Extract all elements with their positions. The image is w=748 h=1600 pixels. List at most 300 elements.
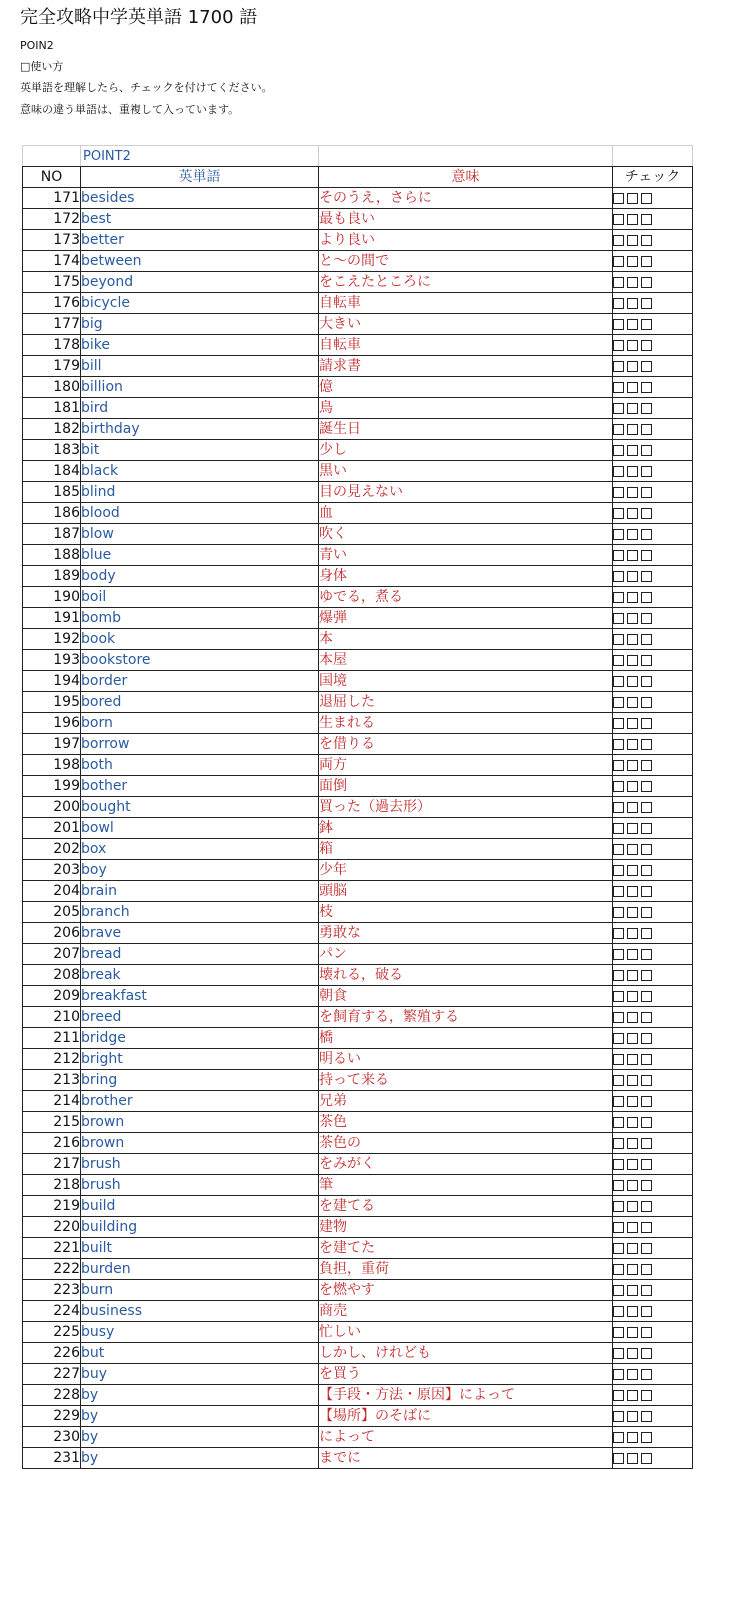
check-box[interactable]: [627, 1243, 638, 1254]
check-box[interactable]: [627, 592, 638, 603]
check-box[interactable]: [641, 508, 652, 519]
table-row: [23, 461, 693, 482]
japanese-meaning: 鉢: [319, 818, 613, 839]
word-number: 211: [23, 1028, 81, 1049]
check-box[interactable]: [627, 1390, 638, 1401]
check-box[interactable]: [641, 928, 652, 939]
check-box[interactable]: [641, 991, 652, 1002]
check-box[interactable]: [627, 1222, 638, 1233]
check-box[interactable]: [627, 487, 638, 498]
check-box[interactable]: [641, 361, 652, 372]
check-box[interactable]: [613, 1180, 624, 1191]
check-box[interactable]: [627, 571, 638, 582]
english-word: brush: [81, 1175, 319, 1196]
check-box[interactable]: [627, 445, 638, 456]
word-number: 184: [23, 461, 81, 482]
check-box[interactable]: [613, 487, 624, 498]
check-box[interactable]: [641, 655, 652, 666]
check-box[interactable]: [641, 697, 652, 708]
check-box[interactable]: [627, 1054, 638, 1065]
check-box[interactable]: [613, 865, 624, 876]
check-cell: [613, 1406, 693, 1427]
check-box[interactable]: [641, 1327, 652, 1338]
check-box[interactable]: [641, 739, 652, 750]
check-box[interactable]: [641, 802, 652, 813]
check-box[interactable]: [613, 1159, 624, 1170]
check-box[interactable]: [627, 1075, 638, 1086]
check-box[interactable]: [641, 1201, 652, 1212]
check-box[interactable]: [613, 802, 624, 813]
table-row: [23, 440, 693, 461]
check-box[interactable]: [627, 298, 638, 309]
check-box[interactable]: [613, 193, 624, 204]
word-number: 230: [23, 1427, 81, 1448]
check-box[interactable]: [641, 1159, 652, 1170]
check-box[interactable]: [641, 634, 652, 645]
column-header-english: 英単語: [81, 167, 319, 188]
check-cell: [613, 566, 693, 587]
japanese-meaning: 建物: [319, 1217, 613, 1238]
check-box[interactable]: [627, 277, 638, 288]
check-box[interactable]: [641, 613, 652, 624]
japanese-meaning: 目の見えない: [319, 482, 613, 503]
label-cell-empty: [613, 146, 693, 167]
japanese-meaning: 少年: [319, 860, 613, 881]
check-box[interactable]: [641, 949, 652, 960]
check-box[interactable]: [613, 466, 624, 477]
check-cell: [613, 188, 693, 209]
check-box[interactable]: [613, 1075, 624, 1086]
check-box[interactable]: [627, 403, 638, 414]
check-cell: [613, 1091, 693, 1112]
check-box[interactable]: [641, 1390, 652, 1401]
check-box[interactable]: [613, 907, 624, 918]
check-box[interactable]: [613, 1390, 624, 1401]
check-box[interactable]: [641, 319, 652, 330]
check-cell: [613, 923, 693, 944]
check-box[interactable]: [641, 571, 652, 582]
check-box[interactable]: [627, 1327, 638, 1338]
check-box[interactable]: [613, 781, 624, 792]
check-box[interactable]: [613, 1348, 624, 1359]
table-row: [23, 923, 693, 944]
check-box[interactable]: [627, 1117, 638, 1128]
check-cell: [613, 1238, 693, 1259]
check-box[interactable]: [641, 1285, 652, 1296]
check-box[interactable]: [627, 1411, 638, 1422]
check-cell: [613, 965, 693, 986]
check-box[interactable]: [627, 361, 638, 372]
check-box[interactable]: [627, 907, 638, 918]
check-box[interactable]: [641, 340, 652, 351]
english-word: blind: [81, 482, 319, 503]
check-box[interactable]: [641, 256, 652, 267]
check-box[interactable]: [641, 1117, 652, 1128]
check-box[interactable]: [613, 697, 624, 708]
table-row: [23, 1091, 693, 1112]
check-box[interactable]: [627, 634, 638, 645]
check-box[interactable]: [641, 214, 652, 225]
check-box[interactable]: [641, 1369, 652, 1380]
check-box[interactable]: [641, 1075, 652, 1086]
check-box[interactable]: [613, 1243, 624, 1254]
check-box[interactable]: [613, 445, 624, 456]
check-box[interactable]: [627, 193, 638, 204]
check-box[interactable]: [613, 1432, 624, 1443]
check-box[interactable]: [627, 739, 638, 750]
check-box[interactable]: [613, 1222, 624, 1233]
table-row: [23, 1238, 693, 1259]
check-box[interactable]: [613, 844, 624, 855]
check-box[interactable]: [627, 1138, 638, 1149]
check-box[interactable]: [613, 403, 624, 414]
check-cell: [613, 608, 693, 629]
check-box[interactable]: [627, 214, 638, 225]
english-word: book: [81, 629, 319, 650]
check-box[interactable]: [641, 466, 652, 477]
japanese-meaning: 退屈した: [319, 692, 613, 713]
english-word: break: [81, 965, 319, 986]
check-box[interactable]: [627, 550, 638, 561]
check-box[interactable]: [641, 823, 652, 834]
japanese-meaning: 自転車: [319, 335, 613, 356]
check-box[interactable]: [627, 844, 638, 855]
label-cell-empty: [23, 146, 81, 167]
table-row: [23, 1154, 693, 1175]
check-box[interactable]: [613, 256, 624, 267]
english-word: by: [81, 1448, 319, 1469]
word-number: 198: [23, 755, 81, 776]
japanese-meaning: 橋: [319, 1028, 613, 1049]
check-box[interactable]: [627, 1180, 638, 1191]
check-box[interactable]: [613, 298, 624, 309]
table-row: [23, 776, 693, 797]
check-box[interactable]: [641, 1243, 652, 1254]
check-cell: [613, 881, 693, 902]
word-number: 191: [23, 608, 81, 629]
table-row: [23, 818, 693, 839]
check-box[interactable]: [613, 214, 624, 225]
check-box[interactable]: [613, 1411, 624, 1422]
check-box[interactable]: [613, 949, 624, 960]
word-number: 221: [23, 1238, 81, 1259]
check-box[interactable]: [641, 1453, 652, 1464]
check-box[interactable]: [641, 1222, 652, 1233]
english-word: brush: [81, 1154, 319, 1175]
check-box[interactable]: [627, 613, 638, 624]
table-row: [23, 1259, 693, 1280]
check-cell: [613, 251, 693, 272]
check-box[interactable]: [641, 277, 652, 288]
check-box[interactable]: [613, 970, 624, 981]
check-box[interactable]: [641, 1411, 652, 1422]
check-box[interactable]: [613, 235, 624, 246]
english-word: bought: [81, 797, 319, 818]
check-box[interactable]: [613, 1201, 624, 1212]
check-box[interactable]: [627, 1285, 638, 1296]
check-box[interactable]: [613, 823, 624, 834]
english-word: brown: [81, 1133, 319, 1154]
check-box[interactable]: [627, 1012, 638, 1023]
check-box[interactable]: [627, 319, 638, 330]
check-box[interactable]: [613, 1117, 624, 1128]
check-cell: [613, 335, 693, 356]
check-box[interactable]: [613, 529, 624, 540]
check-cell: [613, 209, 693, 230]
english-word: brave: [81, 923, 319, 944]
check-box[interactable]: [641, 1054, 652, 1065]
check-box[interactable]: [627, 697, 638, 708]
check-box[interactable]: [613, 382, 624, 393]
word-number: 218: [23, 1175, 81, 1196]
check-box[interactable]: [641, 424, 652, 435]
check-box[interactable]: [613, 718, 624, 729]
check-cell: [613, 1028, 693, 1049]
english-word: bread: [81, 944, 319, 965]
check-box[interactable]: [627, 823, 638, 834]
english-word: birthday: [81, 419, 319, 440]
check-box[interactable]: [641, 1138, 652, 1149]
check-box[interactable]: [641, 592, 652, 603]
table-row: [23, 272, 693, 293]
check-box[interactable]: [641, 382, 652, 393]
word-number: 173: [23, 230, 81, 251]
check-box[interactable]: [641, 865, 652, 876]
check-box[interactable]: [627, 1033, 638, 1044]
check-box[interactable]: [627, 1201, 638, 1212]
check-box[interactable]: [627, 886, 638, 897]
check-box[interactable]: [613, 739, 624, 750]
check-box[interactable]: [641, 235, 652, 246]
check-box[interactable]: [613, 340, 624, 351]
english-word: burden: [81, 1259, 319, 1280]
check-box[interactable]: [627, 802, 638, 813]
check-box[interactable]: [641, 676, 652, 687]
english-word: billion: [81, 377, 319, 398]
english-word: blow: [81, 524, 319, 545]
check-box[interactable]: [641, 1348, 652, 1359]
english-word: body: [81, 566, 319, 587]
check-box[interactable]: [613, 1033, 624, 1044]
table-row: [23, 1322, 693, 1343]
english-word: busy: [81, 1322, 319, 1343]
word-number: 209: [23, 986, 81, 1007]
english-word: bridge: [81, 1028, 319, 1049]
check-box[interactable]: [641, 781, 652, 792]
check-box[interactable]: [627, 991, 638, 1002]
word-number: 178: [23, 335, 81, 356]
check-box[interactable]: [613, 991, 624, 1002]
check-box[interactable]: [627, 970, 638, 981]
label-cell-empty: [319, 146, 613, 167]
check-cell: [613, 503, 693, 524]
check-box[interactable]: [613, 928, 624, 939]
check-box[interactable]: [641, 970, 652, 981]
section-label-row: [23, 146, 693, 167]
check-box[interactable]: [613, 1264, 624, 1275]
japanese-meaning: を燃やす: [319, 1280, 613, 1301]
check-box[interactable]: [641, 1096, 652, 1107]
english-word: buy: [81, 1364, 319, 1385]
english-word: blue: [81, 545, 319, 566]
check-box[interactable]: [627, 1159, 638, 1170]
check-cell: [613, 587, 693, 608]
check-box[interactable]: [641, 550, 652, 561]
check-box[interactable]: [641, 298, 652, 309]
table-row: [23, 419, 693, 440]
english-word: bring: [81, 1070, 319, 1091]
check-box[interactable]: [613, 1327, 624, 1338]
check-box[interactable]: [613, 508, 624, 519]
check-box[interactable]: [627, 382, 638, 393]
check-box[interactable]: [641, 1264, 652, 1275]
table-row: [23, 566, 693, 587]
check-box[interactable]: [641, 907, 652, 918]
check-box[interactable]: [627, 655, 638, 666]
check-cell: [613, 1259, 693, 1280]
check-box[interactable]: [613, 361, 624, 372]
japanese-meaning: 枝: [319, 902, 613, 923]
table-row: [23, 1175, 693, 1196]
japanese-meaning: 大きい: [319, 314, 613, 335]
check-box[interactable]: [613, 1285, 624, 1296]
check-box[interactable]: [627, 1264, 638, 1275]
table-row: [23, 965, 693, 986]
check-box[interactable]: [627, 718, 638, 729]
check-cell: [613, 734, 693, 755]
check-box[interactable]: [613, 1453, 624, 1464]
check-box[interactable]: [641, 403, 652, 414]
vocabulary-rows: [23, 188, 693, 1469]
check-box[interactable]: [627, 1096, 638, 1107]
check-box[interactable]: [613, 571, 624, 582]
check-box[interactable]: [627, 1306, 638, 1317]
check-box[interactable]: [627, 466, 638, 477]
word-number: 207: [23, 944, 81, 965]
word-number: 205: [23, 902, 81, 923]
check-box[interactable]: [641, 1012, 652, 1023]
check-box[interactable]: [641, 1033, 652, 1044]
check-box[interactable]: [627, 781, 638, 792]
check-box[interactable]: [613, 277, 624, 288]
check-box[interactable]: [627, 1369, 638, 1380]
japanese-meaning: 吹く: [319, 524, 613, 545]
japanese-meaning: 請求書: [319, 356, 613, 377]
check-box[interactable]: [613, 424, 624, 435]
word-number: 203: [23, 860, 81, 881]
check-box[interactable]: [627, 508, 638, 519]
check-cell: [613, 986, 693, 1007]
table-row: [23, 1406, 693, 1427]
japanese-meaning: 爆弾: [319, 608, 613, 629]
check-box[interactable]: [613, 1054, 624, 1065]
check-box[interactable]: [627, 760, 638, 771]
check-box[interactable]: [641, 487, 652, 498]
check-box[interactable]: [627, 340, 638, 351]
check-box[interactable]: [627, 256, 638, 267]
word-number: 174: [23, 251, 81, 272]
japanese-meaning: 朝食: [319, 986, 613, 1007]
check-box[interactable]: [627, 949, 638, 960]
check-box[interactable]: [627, 424, 638, 435]
word-number: 206: [23, 923, 81, 944]
check-box[interactable]: [641, 718, 652, 729]
check-box[interactable]: [641, 1306, 652, 1317]
check-box[interactable]: [627, 1453, 638, 1464]
english-word: breakfast: [81, 986, 319, 1007]
check-box[interactable]: [627, 1348, 638, 1359]
check-box[interactable]: [613, 592, 624, 603]
check-box[interactable]: [613, 760, 624, 771]
check-box[interactable]: [613, 1138, 624, 1149]
table-row: [23, 713, 693, 734]
english-word: by: [81, 1406, 319, 1427]
check-box[interactable]: [613, 886, 624, 897]
english-word: bookstore: [81, 650, 319, 671]
check-box[interactable]: [641, 760, 652, 771]
table-row: [23, 314, 693, 335]
table-row: [23, 209, 693, 230]
check-box[interactable]: [613, 613, 624, 624]
check-box[interactable]: [627, 928, 638, 939]
word-number: 217: [23, 1154, 81, 1175]
check-box[interactable]: [613, 676, 624, 687]
check-box[interactable]: [613, 1306, 624, 1317]
japanese-meaning: を建てる: [319, 1196, 613, 1217]
japanese-meaning: 誕生日: [319, 419, 613, 440]
table-row: [23, 1301, 693, 1322]
check-cell: [613, 839, 693, 860]
check-box[interactable]: [641, 193, 652, 204]
check-box[interactable]: [627, 529, 638, 540]
column-header-no: NO: [23, 167, 81, 188]
check-box[interactable]: [613, 634, 624, 645]
check-box[interactable]: [627, 235, 638, 246]
table-row: [23, 293, 693, 314]
japanese-meaning: ゆでる，煮る: [319, 587, 613, 608]
japanese-meaning: までに: [319, 1448, 613, 1469]
check-cell: [613, 629, 693, 650]
english-word: bit: [81, 440, 319, 461]
check-box[interactable]: [641, 445, 652, 456]
check-box[interactable]: [613, 550, 624, 561]
check-box[interactable]: [627, 1432, 638, 1443]
check-cell: [613, 671, 693, 692]
check-box[interactable]: [627, 865, 638, 876]
check-box[interactable]: [613, 319, 624, 330]
japanese-meaning: 両方: [319, 755, 613, 776]
english-word: branch: [81, 902, 319, 923]
japanese-meaning: 青い: [319, 545, 613, 566]
check-box[interactable]: [627, 676, 638, 687]
usage-heading: □使い方: [20, 60, 64, 73]
check-box[interactable]: [613, 1369, 624, 1380]
check-box[interactable]: [613, 1096, 624, 1107]
check-cell: [613, 398, 693, 419]
check-box[interactable]: [641, 529, 652, 540]
check-box[interactable]: [613, 1012, 624, 1023]
table-row: [23, 188, 693, 209]
check-box[interactable]: [641, 844, 652, 855]
english-word: burn: [81, 1280, 319, 1301]
japanese-meaning: パン: [319, 944, 613, 965]
check-box[interactable]: [613, 655, 624, 666]
check-box[interactable]: [641, 1180, 652, 1191]
check-box[interactable]: [641, 1432, 652, 1443]
check-box[interactable]: [641, 886, 652, 897]
table-row: [23, 377, 693, 398]
word-number: 222: [23, 1259, 81, 1280]
